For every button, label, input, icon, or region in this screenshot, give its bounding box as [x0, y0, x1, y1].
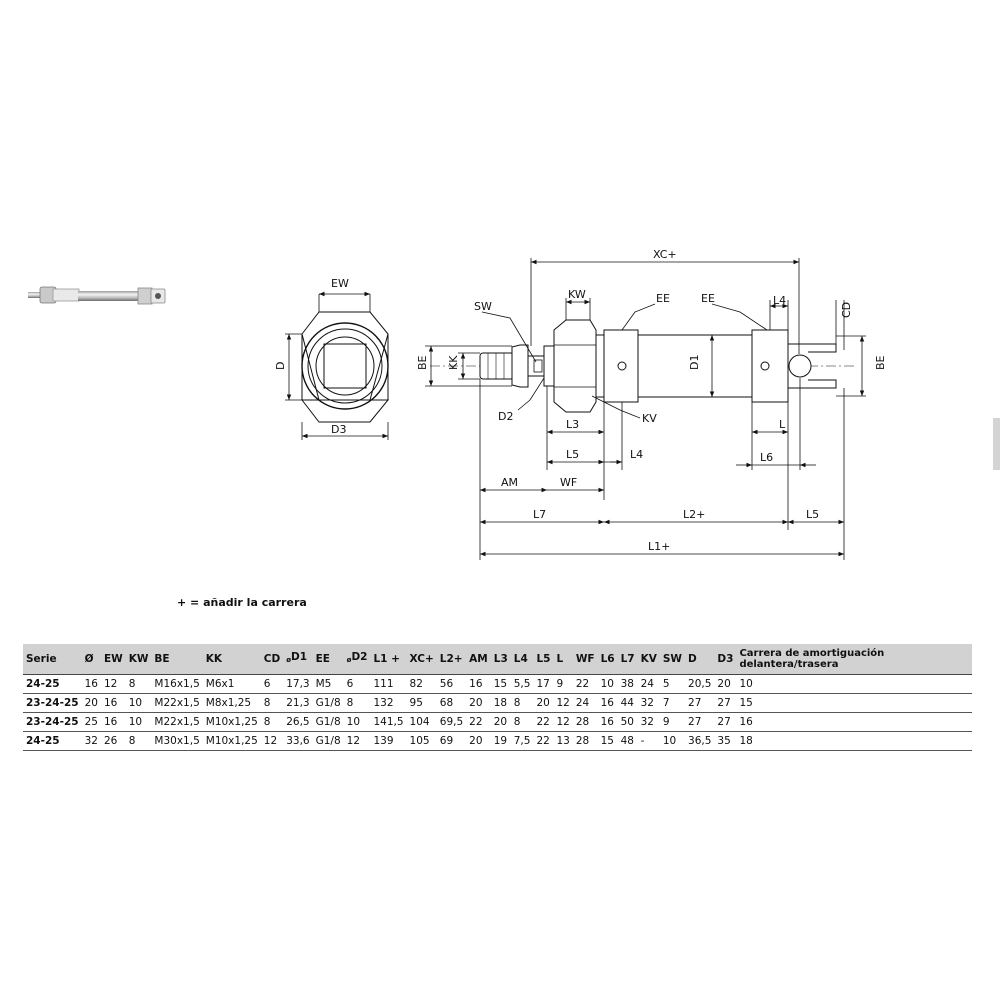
table-cell: 36,5 [685, 732, 714, 751]
header-text: Carrera de amortiguación delantera/trasera [739, 648, 885, 670]
table-cell: 32 [82, 732, 101, 751]
cylinder-photo [28, 287, 165, 304]
table-cell: 38 [618, 675, 638, 694]
label-ee-1: EE [656, 292, 670, 305]
table-cell: M5 [313, 675, 344, 694]
header-text: BE [154, 652, 170, 665]
table-header-cell [553, 644, 572, 675]
table-cell: 10 [126, 694, 152, 713]
table-cell: 69,5 [437, 713, 466, 732]
header-text: L1 + [373, 652, 400, 665]
table-cell: 6 [344, 675, 371, 694]
diameter-prefix: ø [346, 656, 352, 664]
scrollbar[interactable] [993, 418, 1000, 470]
table-header-cell [407, 644, 437, 675]
header-text: XC+ [409, 652, 434, 665]
table-cell: 35 [714, 732, 736, 751]
table-cell: G1/8 [313, 713, 344, 732]
label-be-right: BE [874, 355, 887, 370]
table-cell: 16 [598, 713, 618, 732]
label-l4-inner: L4 [630, 448, 644, 461]
table-cell: 22 [533, 713, 553, 732]
table-header-cell [203, 644, 261, 675]
table-cell: 15 [598, 732, 618, 751]
table-cell: 16 [736, 713, 972, 732]
table-cell: 16 [101, 694, 126, 713]
table-cell: 48 [618, 732, 638, 751]
table-body [23, 675, 972, 751]
stroke-note: + = añadir la carrera [177, 596, 307, 609]
table-cell: 24 [638, 675, 660, 694]
table-row [23, 713, 972, 732]
label-l3: L3 [566, 418, 580, 431]
table-cell: 16 [82, 675, 101, 694]
header-text: CD [263, 652, 281, 665]
table-header-cell [618, 644, 638, 675]
table-cell: 20 [466, 732, 491, 751]
table-cell: 19 [491, 732, 511, 751]
table-cell: 50 [618, 713, 638, 732]
table-cell: M10x1,25 [203, 713, 261, 732]
table-header-row [23, 644, 972, 675]
header-text: L [556, 652, 564, 665]
table-cell: 26 [101, 732, 126, 751]
table-header-cell [313, 644, 344, 675]
label-d1: D1 [688, 354, 701, 370]
label-cd: CD [840, 301, 853, 318]
header-text: EW [103, 652, 123, 665]
table-cell: 105 [407, 732, 437, 751]
label-l: L [779, 418, 786, 431]
table-header-cell [261, 644, 283, 675]
table-cell: 20 [82, 694, 101, 713]
table-cell: 16 [101, 713, 126, 732]
table-cell: 26,5 [283, 713, 312, 732]
label-l5-right: L5 [806, 508, 820, 521]
table-cell: G1/8 [313, 694, 344, 713]
table-row [23, 694, 972, 713]
header-text: EE [315, 652, 330, 665]
table-cell: G1/8 [313, 732, 344, 751]
table-header-cell [685, 644, 714, 675]
table-cell: 10 [660, 732, 685, 751]
label-am: AM [501, 476, 519, 489]
header-text: Ø [84, 652, 94, 665]
label-ee-2: EE [701, 292, 715, 305]
table-cell: 8 [511, 694, 534, 713]
table-cell: 8 [126, 675, 152, 694]
table-cell: 139 [370, 732, 406, 751]
label-l5-inner: L5 [566, 448, 580, 461]
label-d2: D2 [498, 410, 514, 423]
table-cell: 20,5 [685, 675, 714, 694]
header-text: D3 [717, 652, 734, 665]
table-header-cell [101, 644, 126, 675]
table-cell: 15 [736, 694, 972, 713]
table-cell: 68 [437, 694, 466, 713]
label-kk: KK [447, 355, 460, 370]
label-kv: KV [642, 412, 657, 425]
table-cell: 95 [407, 694, 437, 713]
table-cell: 27 [685, 694, 714, 713]
table-header-cell [511, 644, 534, 675]
table-cell: 20 [533, 694, 553, 713]
table-cell: M30x1,5 [151, 732, 202, 751]
table-header-cell [283, 644, 312, 675]
table-cell: 8 [344, 694, 371, 713]
header-text: L5 [536, 652, 551, 665]
table-cell: 33,6 [283, 732, 312, 751]
table-cell: M16x1,5 [151, 675, 202, 694]
table-cell: 12 [261, 732, 283, 751]
header-text: L2+ [439, 652, 463, 665]
table-cell: 21,3 [283, 694, 312, 713]
table-header-cell [598, 644, 618, 675]
table-cell: 23-24-25 [23, 694, 82, 713]
label-l4-top: L4 [773, 294, 787, 307]
header-text: L4 [513, 652, 528, 665]
table-cell: M8x1,25 [203, 694, 261, 713]
table-cell: 15 [491, 675, 511, 694]
table-cell: 8 [261, 713, 283, 732]
table-cell: 13 [553, 732, 572, 751]
table-header-cell [126, 644, 152, 675]
header-text: SW [662, 652, 683, 665]
table-header-cell [370, 644, 406, 675]
table-cell: 5,5 [511, 675, 534, 694]
table-cell: 28 [573, 732, 598, 751]
table-cell: 104 [407, 713, 437, 732]
table-cell: 10 [736, 675, 972, 694]
table-cell: 22 [533, 732, 553, 751]
table-cell: 27 [714, 694, 736, 713]
table-cell: 69 [437, 732, 466, 751]
table-cell: M22x1,5 [151, 713, 202, 732]
table-header-cell [533, 644, 553, 675]
header-text: D1 [291, 651, 308, 663]
table-cell: 111 [370, 675, 406, 694]
table-cell: 8 [261, 694, 283, 713]
side-view [430, 320, 856, 412]
table-cell: 9 [660, 713, 685, 732]
table-cell: 12 [101, 675, 126, 694]
header-text: WF [575, 652, 595, 665]
label-ew: EW [331, 277, 349, 290]
label-l7: L7 [533, 508, 547, 521]
table-cell: 25 [82, 713, 101, 732]
table-cell: 22 [573, 675, 598, 694]
table-cell: - [638, 732, 660, 751]
table-cell: 20 [466, 694, 491, 713]
table-header-cell [466, 644, 491, 675]
table-cell: 27 [685, 713, 714, 732]
header-text: KV [640, 652, 657, 665]
table-cell: 20 [714, 675, 736, 694]
header-text: L3 [493, 652, 508, 665]
table-header-cell [82, 644, 101, 675]
table-cell: 23-24-25 [23, 713, 82, 732]
table-header-cell [660, 644, 685, 675]
header-text: AM [469, 652, 488, 665]
dimensions-table [23, 644, 972, 751]
table-cell: 141,5 [370, 713, 406, 732]
diameter-prefix: ø [286, 656, 292, 664]
table-cell: 7 [660, 694, 685, 713]
header-text: D [688, 652, 697, 665]
header-text: D2 [351, 651, 368, 663]
table-cell: 24-25 [23, 675, 82, 694]
table-cell: 17,3 [283, 675, 312, 694]
header-text: KK [205, 652, 223, 665]
header-text: L7 [620, 652, 635, 665]
table-cell: 6 [261, 675, 283, 694]
table-cell: 32 [638, 694, 660, 713]
header-text: KW [128, 652, 149, 665]
table-cell: M6x1 [203, 675, 261, 694]
header-text: L6 [600, 652, 615, 665]
table-cell: 16 [598, 694, 618, 713]
table-cell: 28 [573, 713, 598, 732]
label-l1: L1+ [648, 540, 671, 553]
label-l2: L2+ [683, 508, 706, 521]
table-cell: 18 [736, 732, 972, 751]
table-cell: 8 [511, 713, 534, 732]
table-cell: 82 [407, 675, 437, 694]
table-cell: M22x1,5 [151, 694, 202, 713]
table-cell: 12 [553, 694, 572, 713]
table-header-cell [151, 644, 202, 675]
table-header-cell [638, 644, 660, 675]
table-header-cell [437, 644, 466, 675]
table-cell: 24 [573, 694, 598, 713]
table-row [23, 732, 972, 751]
label-wf: WF [560, 476, 578, 489]
table-cell: 17 [533, 675, 553, 694]
table-cell: 32 [638, 713, 660, 732]
table-cell: 10 [598, 675, 618, 694]
table-header-cell [23, 644, 82, 675]
table-cell: 5 [660, 675, 685, 694]
table-cell: 8 [126, 732, 152, 751]
table-header-cell [714, 644, 736, 675]
table-cell: 18 [491, 694, 511, 713]
table-cell: 10 [344, 713, 371, 732]
table-cell: 27 [714, 713, 736, 732]
table-cell: 7,5 [511, 732, 534, 751]
front-view [302, 312, 388, 422]
table-header-cell [736, 644, 972, 675]
header-text: Serie [26, 652, 57, 665]
label-xc: XC+ [653, 248, 677, 261]
table-cell: M10x1,25 [203, 732, 261, 751]
table-cell: 9 [553, 675, 572, 694]
label-sw: SW [474, 300, 492, 313]
table-header-cell [491, 644, 511, 675]
table-cell: 20 [491, 713, 511, 732]
table-header-cell [573, 644, 598, 675]
table-cell: 12 [344, 732, 371, 751]
table-cell: 10 [126, 713, 152, 732]
table-cell: 22 [466, 713, 491, 732]
table-cell: 56 [437, 675, 466, 694]
label-l6: L6 [760, 451, 774, 464]
table-header-cell [344, 644, 371, 675]
table-cell: 12 [553, 713, 572, 732]
label-kw: KW [568, 288, 586, 301]
table-row [23, 675, 972, 694]
table-cell: 24-25 [23, 732, 82, 751]
table-cell: 132 [370, 694, 406, 713]
table-cell: 16 [466, 675, 491, 694]
table-cell: 44 [618, 694, 638, 713]
label-d3: D3 [331, 423, 347, 436]
label-d: D [274, 361, 287, 370]
label-be-left: BE [416, 355, 429, 370]
